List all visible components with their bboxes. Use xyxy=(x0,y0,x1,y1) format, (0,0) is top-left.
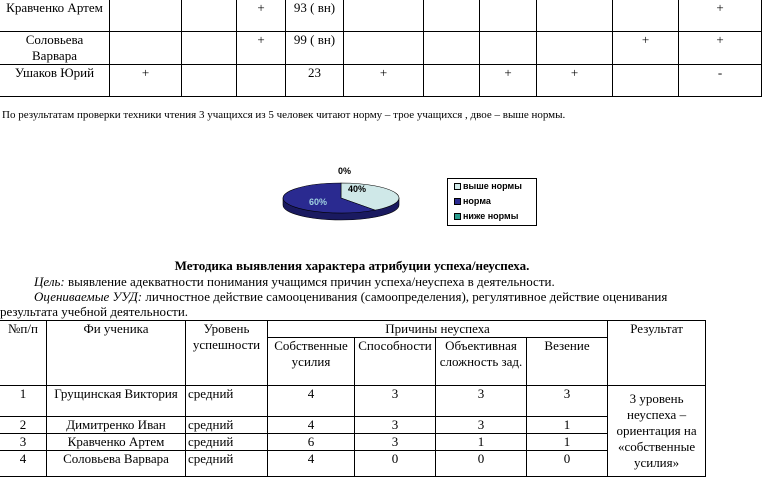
method-uud-cont: результата учебной деятельности. xyxy=(0,304,189,319)
cell: + xyxy=(480,65,537,97)
table-row xyxy=(0,434,706,451)
attribution-table xyxy=(0,320,706,477)
row-luck: 1 xyxy=(527,417,608,434)
header-num: №п/п xyxy=(0,321,47,386)
student-name: Соловьева Варвара xyxy=(0,32,110,65)
cell: 99 ( вн) xyxy=(286,32,344,65)
cell: + xyxy=(237,0,286,32)
chart-legend xyxy=(447,178,537,226)
row-difficulty: 3 xyxy=(436,386,527,417)
row-name: Грущинская Виктория xyxy=(47,386,186,417)
legend-label: выше нормы xyxy=(463,181,522,191)
table-row xyxy=(0,0,762,32)
row-effort: 6 xyxy=(268,434,355,451)
cell xyxy=(344,32,424,65)
cell xyxy=(537,0,613,32)
data-label-above: 40% xyxy=(348,184,367,194)
row-ability: 0 xyxy=(355,451,436,477)
legend-item xyxy=(454,211,518,221)
header-effort: Собственные усилия xyxy=(268,338,355,386)
row-level: средний xyxy=(186,386,268,417)
row-effort: 4 xyxy=(268,417,355,434)
student-name: Кравченко Артем xyxy=(0,0,110,32)
cell: - xyxy=(679,65,762,97)
cell xyxy=(537,32,613,65)
legend-label: норма xyxy=(463,196,491,206)
row-num: 4 xyxy=(0,451,47,477)
cell xyxy=(424,0,480,32)
row-name: Соловьева Варвара xyxy=(47,451,186,477)
row-ability: 3 xyxy=(355,417,436,434)
cell xyxy=(424,32,480,65)
uud-text: личностное действие самооценивания (самоопределения), регулятивное действие оценивания xyxy=(142,289,668,304)
pie-group xyxy=(283,183,399,220)
row-luck: 0 xyxy=(527,451,608,477)
goal-text: выявление адекватности понимания учащимся причин успеха/неуспеха в деятельности. xyxy=(64,274,555,289)
cell xyxy=(182,65,237,97)
cell xyxy=(237,65,286,97)
cell xyxy=(613,65,679,97)
row-num: 2 xyxy=(0,417,47,434)
table-row xyxy=(0,451,706,477)
summary-text: По результатам проверки техники чтения 3 учащихся из 5 человек читают норму – трое учащихся , двое – выше нормы. xyxy=(2,109,566,121)
legend-item xyxy=(454,196,491,206)
row-luck: 1 xyxy=(527,434,608,451)
row-difficulty: 1 xyxy=(436,434,527,451)
row-effort: 4 xyxy=(268,386,355,417)
row-ability: 3 xyxy=(355,434,436,451)
header-difficulty: Объективная сложность зад. xyxy=(436,338,527,386)
row-level: средний xyxy=(186,434,268,451)
table-row xyxy=(0,386,706,417)
cell xyxy=(480,0,537,32)
result-text: 3 уровень неуспеха – ориентация на «собственные усилия» xyxy=(608,386,706,477)
student-name: Ушаков Юрий xyxy=(0,65,110,97)
cell: + xyxy=(679,32,762,65)
cell xyxy=(110,0,182,32)
cell: + xyxy=(679,0,762,32)
legend-swatch xyxy=(454,183,461,190)
table-row xyxy=(0,32,762,65)
method-title: Методика выявления характера атрибуции успеха/неуспеха. xyxy=(174,258,530,273)
cell: + xyxy=(613,32,679,65)
method-goal xyxy=(0,274,704,290)
cell: + xyxy=(110,65,182,97)
reading-results-table xyxy=(0,0,762,97)
header-result: Результат xyxy=(608,321,706,386)
row-level: средний xyxy=(186,417,268,434)
goal-label: Цель: xyxy=(34,274,65,289)
row-level: средний xyxy=(186,451,268,477)
data-label-zero: 0% xyxy=(338,166,352,176)
row-difficulty: 3 xyxy=(436,417,527,434)
cell xyxy=(424,65,480,97)
cell: 23 xyxy=(286,65,344,97)
cell xyxy=(182,32,237,65)
row-num: 1 xyxy=(0,386,47,417)
cell xyxy=(480,32,537,65)
legend-label: ниже нормы xyxy=(463,211,519,221)
uud-label: Оцениваемые УУД: xyxy=(34,289,143,304)
legend-item xyxy=(454,181,522,191)
row-ability: 3 xyxy=(355,386,436,417)
legend-swatch xyxy=(454,198,461,205)
cell: 93 ( вн) xyxy=(286,0,344,32)
cell xyxy=(344,0,424,32)
cell: + xyxy=(237,32,286,65)
table-row xyxy=(0,417,706,434)
method-uud xyxy=(0,289,704,305)
header-row xyxy=(0,321,706,338)
row-name: Димитренко Иван xyxy=(47,417,186,434)
header-luck: Везение xyxy=(527,338,608,386)
data-label-norm: 60% xyxy=(309,197,328,207)
cell xyxy=(182,0,237,32)
table-row xyxy=(0,65,762,97)
cell xyxy=(110,32,182,65)
cell: + xyxy=(344,65,424,97)
row-effort: 4 xyxy=(268,451,355,477)
header-ability: Способности xyxy=(355,338,436,386)
row-name: Кравченко Артем xyxy=(47,434,186,451)
row-luck: 3 xyxy=(527,386,608,417)
header-name: Фи ученика xyxy=(47,321,186,386)
legend-swatch xyxy=(454,213,461,220)
header-level: Уровень успешности xyxy=(186,321,268,386)
row-difficulty: 0 xyxy=(436,451,527,477)
row-num: 3 xyxy=(0,434,47,451)
cell: + xyxy=(537,65,613,97)
cell xyxy=(613,0,679,32)
header-reasons: Причины неуспеха xyxy=(268,321,608,338)
